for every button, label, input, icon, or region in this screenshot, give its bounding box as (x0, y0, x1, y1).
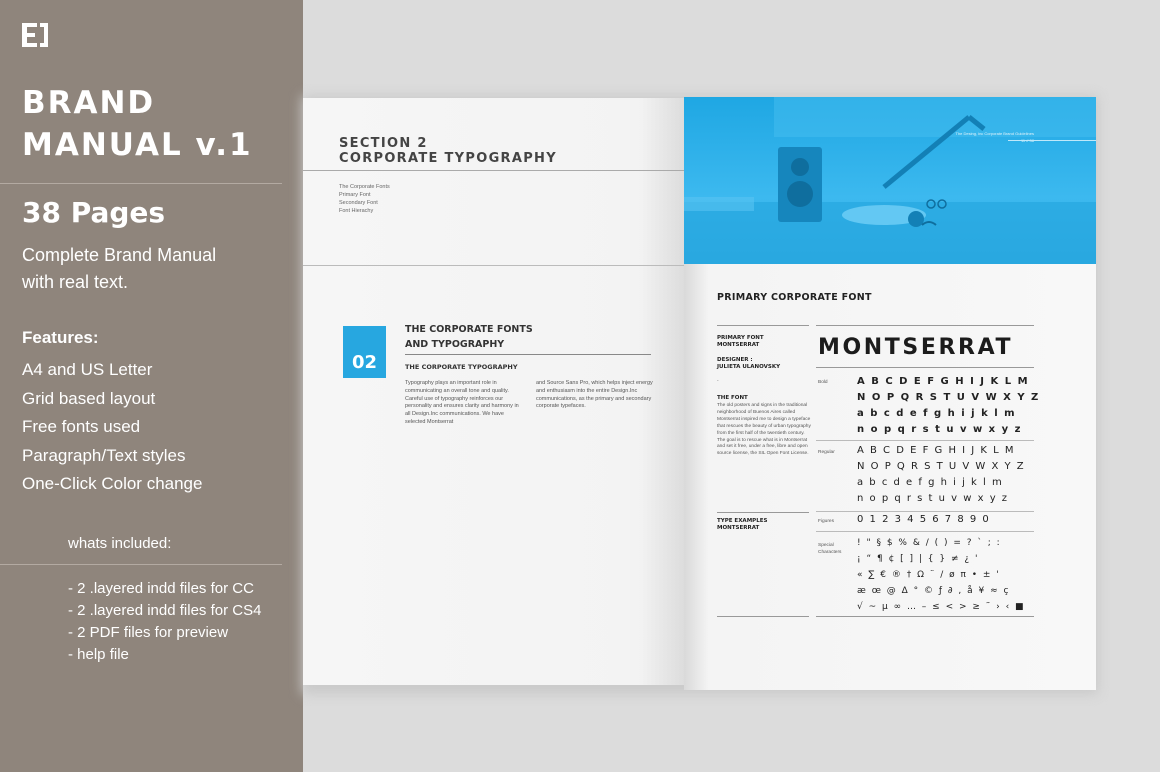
dash: - (717, 379, 719, 384)
left-page (303, 98, 685, 685)
primary-font-info (717, 335, 764, 349)
glyph-row: A B C D E F G H I J K L M (857, 445, 1015, 456)
typography-subheading: THE CORPORATE TYPOGRAPHY (405, 363, 518, 371)
section-number-badge: 02 (343, 326, 386, 378)
page-count: 38 Pages (22, 196, 166, 229)
special-label (818, 543, 841, 557)
feature-item: Grid based layout (22, 388, 156, 408)
toc-item: Font Hierachy (339, 208, 374, 214)
included-item: - 2 .layered indd files for CS4 (68, 602, 262, 619)
section-toc (339, 183, 390, 215)
bold-label: Bold (818, 380, 828, 385)
rule (717, 616, 809, 617)
feature-item: One-Click Color change (22, 474, 203, 493)
header-photo (684, 97, 1096, 264)
promo-panel (0, 0, 303, 772)
rule (816, 616, 1034, 617)
rule (1008, 140, 1096, 141)
special-label-line2: Characters (818, 549, 842, 555)
the-font-label: THE FONT (717, 395, 748, 401)
figure-glyphs (857, 512, 989, 528)
brand-title (22, 82, 253, 166)
glyph-row: æ œ @ Δ ° © ƒ ∂ , å ¥ ≈ ç (857, 586, 1009, 596)
designer-info (717, 357, 780, 371)
bold-glyphs (857, 374, 1039, 438)
feature-item: Free fonts used (22, 417, 141, 436)
feature-item: A4 and US Letter (22, 360, 153, 379)
divider (0, 183, 282, 184)
glyph-row: A B C D E F G H I J K L M (857, 376, 1029, 387)
included-list (68, 578, 261, 666)
rule (816, 367, 1034, 368)
toc-item: Primary Font (339, 192, 371, 198)
desk-photo-illustration (684, 97, 1096, 264)
divider (0, 564, 282, 565)
included-item: - 2 PDF files for preview (68, 624, 229, 641)
included-item: - help file (68, 646, 129, 663)
brand-title-line2: MANUAL v.1 (22, 127, 253, 163)
description-line2: with real text. (22, 272, 129, 292)
section-title-line1: SECTION 2 (339, 136, 428, 151)
section-title (339, 136, 557, 166)
special-glyphs (857, 535, 1024, 615)
included-item: - 2 .layered indd files for CC (68, 580, 254, 597)
brand-title-line1: BRAND (22, 85, 156, 121)
rule (816, 440, 1034, 441)
primary-font-value: MONTSERRAT (717, 342, 760, 348)
the-font-text: The old posters and signs in the traditional neighborhood of Buenos Aires called Montserrat inspired me to design a typeface that rescues the beauty of urban typography from the first half of the twentieth century. The goal is to rescue what is in Montserrat and set it free, under a free, libre and open source license, the SIL Open Font License. (717, 403, 811, 457)
description (22, 242, 292, 296)
rule (405, 354, 651, 355)
rule (717, 325, 809, 326)
special-label-line1: Special (818, 543, 834, 548)
body-column-1: Typography plays an important role in communicating an overall tone and quality. Careful use of typography reinforces our personality and ensures clarity and harmony in all Design.Inc communications. We have selected Montserrat (405, 380, 519, 425)
type-examples-label (717, 518, 767, 532)
running-header-title: The Desing, inc Corporate Brand Guidelines (955, 131, 1034, 136)
description-line1: Complete Brand Manual (22, 245, 217, 265)
glyph-row: a b c d e f g h i j k l m (857, 477, 1003, 488)
type-examples-line1: TYPE EXAMPLES (717, 518, 768, 524)
e-bracket-logo-icon (22, 23, 48, 47)
fonts-heading-line2: AND TYPOGRAPHY (405, 339, 505, 350)
glyph-row: ¡ “ ¶ ¢ [ ] | { } ≠ ¿ ' (857, 554, 978, 564)
designer-label: DESIGNER : (717, 357, 753, 363)
figures-label: Figures (818, 519, 834, 524)
glyph-row: √ ~ µ ∞ … – ≤ < > ≥ ˜ › ‹ ■ (857, 602, 1025, 612)
regular-glyphs (857, 443, 1024, 507)
toc-item: Secondary Font (339, 200, 378, 206)
body-column-2: and Source Sans Pro, which helps inject energy and enthusiasm into the entire Design.Inc communications, as the primary and secondary corporate typefaces. (536, 380, 653, 410)
section-title-line2: CORPORATE TYPOGRAPHY (339, 151, 557, 166)
type-examples-line2: MONTSERRAT (717, 525, 760, 531)
features-title: Features: (22, 328, 99, 347)
glyph-row: a b c d e f g h i j k l m (857, 408, 1016, 419)
rule (717, 512, 809, 513)
right-page (684, 97, 1096, 690)
glyph-row: N O P Q R S T U V W X Y Z (857, 392, 1039, 403)
rule (303, 265, 685, 266)
fonts-heading (405, 322, 533, 352)
glyph-row: N O P Q R S T U V W X Y Z (857, 461, 1025, 472)
included-title: whats included: (68, 535, 172, 552)
feature-item: Paragraph/Text styles (22, 445, 186, 465)
rule (303, 170, 685, 171)
glyph-row: n o p q r s t u v w x y z (857, 493, 1008, 504)
glyph-row: n o p q r s t u v w x y z (857, 424, 1021, 435)
features-list (22, 356, 202, 499)
toc-item: The Corporate Fonts (339, 184, 390, 190)
fonts-heading-line1: THE CORPORATE FONTS (405, 324, 533, 335)
glyph-row: ! " § $ % & / ( ) = ? ` ; : (857, 538, 1001, 548)
designer-value: JULIETA ULANOVSKY (717, 364, 781, 370)
rule (816, 531, 1034, 532)
regular-label: Regular (818, 450, 835, 455)
font-specimen-name: MONTSERRAT (818, 335, 1014, 360)
rule (816, 325, 1034, 326)
primary-font-label: PRIMARY FONT (717, 335, 764, 341)
glyph-row: « ∑ € ® † Ω ¨ / ø π • ± ' (857, 570, 1000, 580)
glyph-row: 0 1 2 3 4 5 6 7 8 9 0 (857, 514, 990, 525)
running-header (956, 130, 1035, 144)
primary-font-title: PRIMARY CORPORATE FONT (717, 292, 872, 303)
